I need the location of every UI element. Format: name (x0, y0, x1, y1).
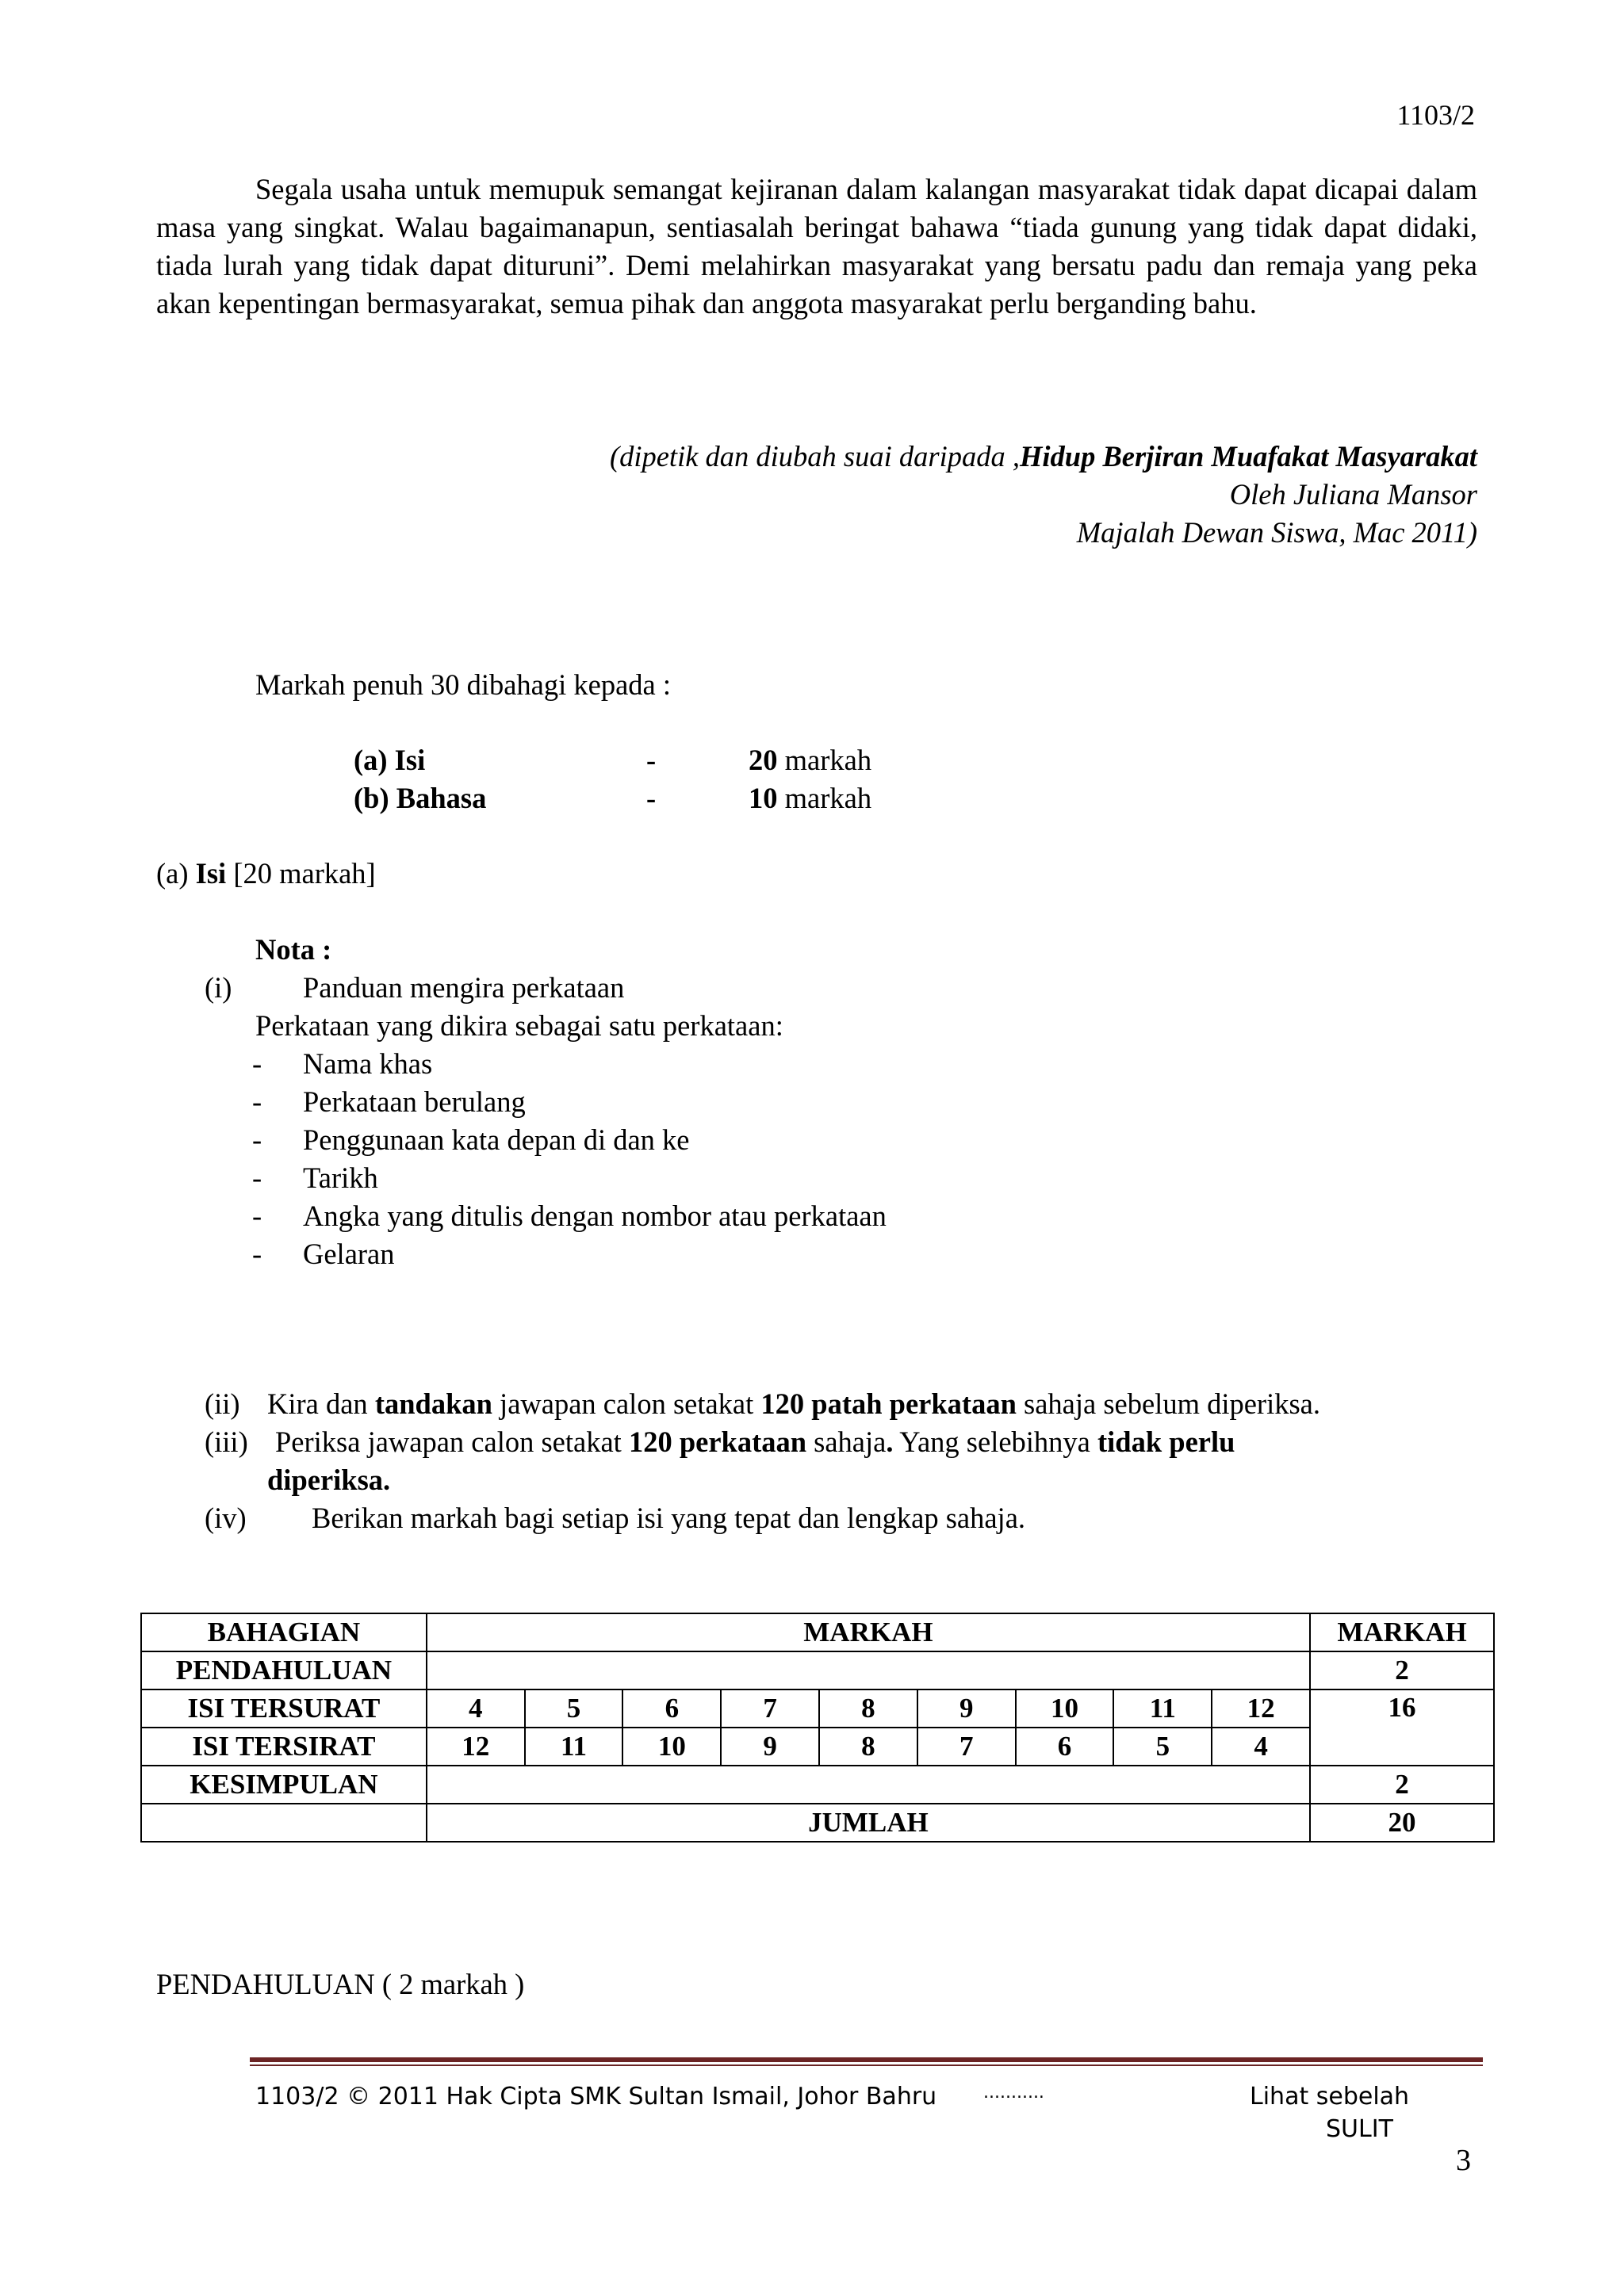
empty-cell (427, 1651, 1310, 1689)
breakdown-isi-dash: - (646, 744, 657, 776)
instruction-ii-text: Kira dan tandakan jawapan calon setakat 120 patah perkataan sahaja sebelum diperiksa. (267, 1387, 1321, 1420)
table-cell: 4 (427, 1689, 525, 1728)
instruction-iv-number: (iv) (205, 1502, 247, 1534)
table-cell: 4 (1212, 1728, 1310, 1766)
row-total: 20 (1310, 1804, 1494, 1842)
nota-item-i-text: Panduan mengira perkataan (303, 971, 625, 1004)
footer-sulit: SULIT (1326, 2115, 1393, 2143)
row-label: JUMLAH (427, 1804, 1310, 1842)
table-cell: 10 (1016, 1689, 1114, 1728)
table-cell: 9 (721, 1728, 819, 1766)
source-title: Hidup Berjiran Muafakat Masyarakat (1020, 440, 1477, 473)
bullet-dash: - (252, 1123, 262, 1156)
instruction-iii-text: Periksa jawapan calon setakat 120 perkataan sahaja. Yang selebihnya tidak perlu (275, 1425, 1235, 1458)
table-row-kesimpulan (141, 1766, 1494, 1804)
instruction-iv-text: Berikan markah bagi setiap isi yang tepat dan lengkap sahaja. (312, 1502, 1026, 1534)
breakdown-isi-value: 20 markah (749, 744, 872, 776)
breakdown-bahasa-value: 10 markah (749, 782, 872, 814)
source-prefix: (dipetik dan diubah suai daripada , (609, 440, 1020, 473)
header-bahagian: BAHAGIAN (141, 1613, 427, 1651)
nota-heading: Nota : (255, 933, 332, 966)
passage-paragraph: Segala usaha untuk memupuk semangat kejiranan dalam kalangan masyarakat tidak dapat dicapai dalam masa yang singkat. Walau bagaimanapun, sentiasalah beringat bahawa “tiada gunung yang tidak dapat didaki, tiada lurah yang tidak dapat dituruni”. Demi melahirkan masyarakat yang bersatu padu dan remaja yang peka akan kepentingan bermasyarakat, semua pihak dan anggota masyarakat perlu berganding bahu. (156, 173, 1477, 320)
table-cell: 8 (819, 1728, 917, 1766)
breakdown-isi-label: (a) Isi (354, 744, 426, 776)
list-item: Penggunaan kata depan di dan ke (303, 1123, 690, 1156)
table-cell: 12 (1212, 1689, 1310, 1728)
row-total: 16 (1310, 1689, 1494, 1766)
instruction-ii-number: (ii) (205, 1387, 240, 1420)
table-row-pendahuluan (141, 1651, 1494, 1689)
table-row-jumlah (141, 1804, 1494, 1842)
pendahuluan-heading: PENDAHULUAN ( 2 markah ) (156, 1968, 525, 2000)
table-cell: 5 (525, 1689, 623, 1728)
footer-next-page: Lihat sebelah (1250, 2083, 1410, 2110)
bullet-dash: - (252, 1200, 262, 1232)
header-markah: MARKAH (427, 1613, 1310, 1651)
table-header-row (141, 1613, 1494, 1651)
source-author: Oleh Juliana Mansor (1229, 478, 1477, 511)
footer-divider (250, 2057, 1483, 2062)
list-item: Nama khas (303, 1047, 433, 1080)
table-cell: 8 (819, 1689, 917, 1728)
row-label: ISI TERSURAT (141, 1689, 427, 1728)
row-total: 2 (1310, 1651, 1494, 1689)
header-markah-total: MARKAH (1310, 1613, 1494, 1651)
row-label: PENDAHULUAN (141, 1651, 427, 1689)
counted-intro: Perkataan yang dikira sebagai satu perkataan: (255, 1009, 783, 1042)
section-a-heading: (a) Isi [20 markah] (156, 857, 376, 890)
marks-intro: Markah penuh 30 dibahagi kepada : (255, 668, 672, 701)
table-cell: 12 (427, 1728, 525, 1766)
list-item: Gelaran (303, 1238, 395, 1270)
footer-dots: ........... (983, 2083, 1044, 2103)
table-cell: 7 (721, 1689, 819, 1728)
table-cell: 9 (917, 1689, 1016, 1728)
footer-copyright: 1103/2 © 2011 Hak Cipta SMK Sultan Ismail, Johor Bahru (255, 2083, 937, 2110)
empty-cell (427, 1766, 1310, 1804)
table-cell: 5 (1113, 1728, 1212, 1766)
table-cell: 11 (1113, 1689, 1212, 1728)
table-cell: 10 (622, 1728, 721, 1766)
table-cell: 6 (622, 1689, 721, 1728)
bullet-dash: - (252, 1161, 262, 1194)
row-label: KESIMPULAN (141, 1766, 427, 1804)
footer-divider-thin (250, 2064, 1483, 2066)
row-total: 2 (1310, 1766, 1494, 1804)
page-number: 3 (1456, 2144, 1471, 2177)
instruction-iii-continued: diperiksa. (267, 1464, 391, 1496)
table-cell: 11 (525, 1728, 623, 1766)
breakdown-bahasa-dash: - (646, 782, 657, 814)
source-line-1 (610, 438, 1477, 476)
instruction-iii-number: (iii) (205, 1425, 248, 1458)
table-row-isi-tersurat (141, 1689, 1494, 1728)
empty-cell (141, 1804, 427, 1842)
row-label: ISI TERSIRAT (141, 1728, 427, 1766)
bullet-dash: - (252, 1238, 262, 1270)
breakdown-bahasa-label: (b) Bahasa (354, 782, 487, 814)
list-item: Perkataan berulang (303, 1085, 526, 1118)
nota-item-i-number: (i) (205, 971, 232, 1004)
bullet-dash: - (252, 1047, 262, 1080)
list-item: Tarikh (303, 1161, 378, 1194)
list-item: Angka yang ditulis dengan nombor atau perkataan (303, 1200, 887, 1232)
table-cell: 7 (917, 1728, 1016, 1766)
source-publication: Majalah Dewan Siswa, Mac 2011) (1076, 516, 1477, 549)
table-cell: 6 (1016, 1728, 1114, 1766)
document-code: 1103/2 (1396, 99, 1475, 131)
bullet-dash: - (252, 1085, 262, 1118)
table-row-isi-tersirat (141, 1728, 1494, 1766)
marking-scheme-table (140, 1613, 1495, 1843)
